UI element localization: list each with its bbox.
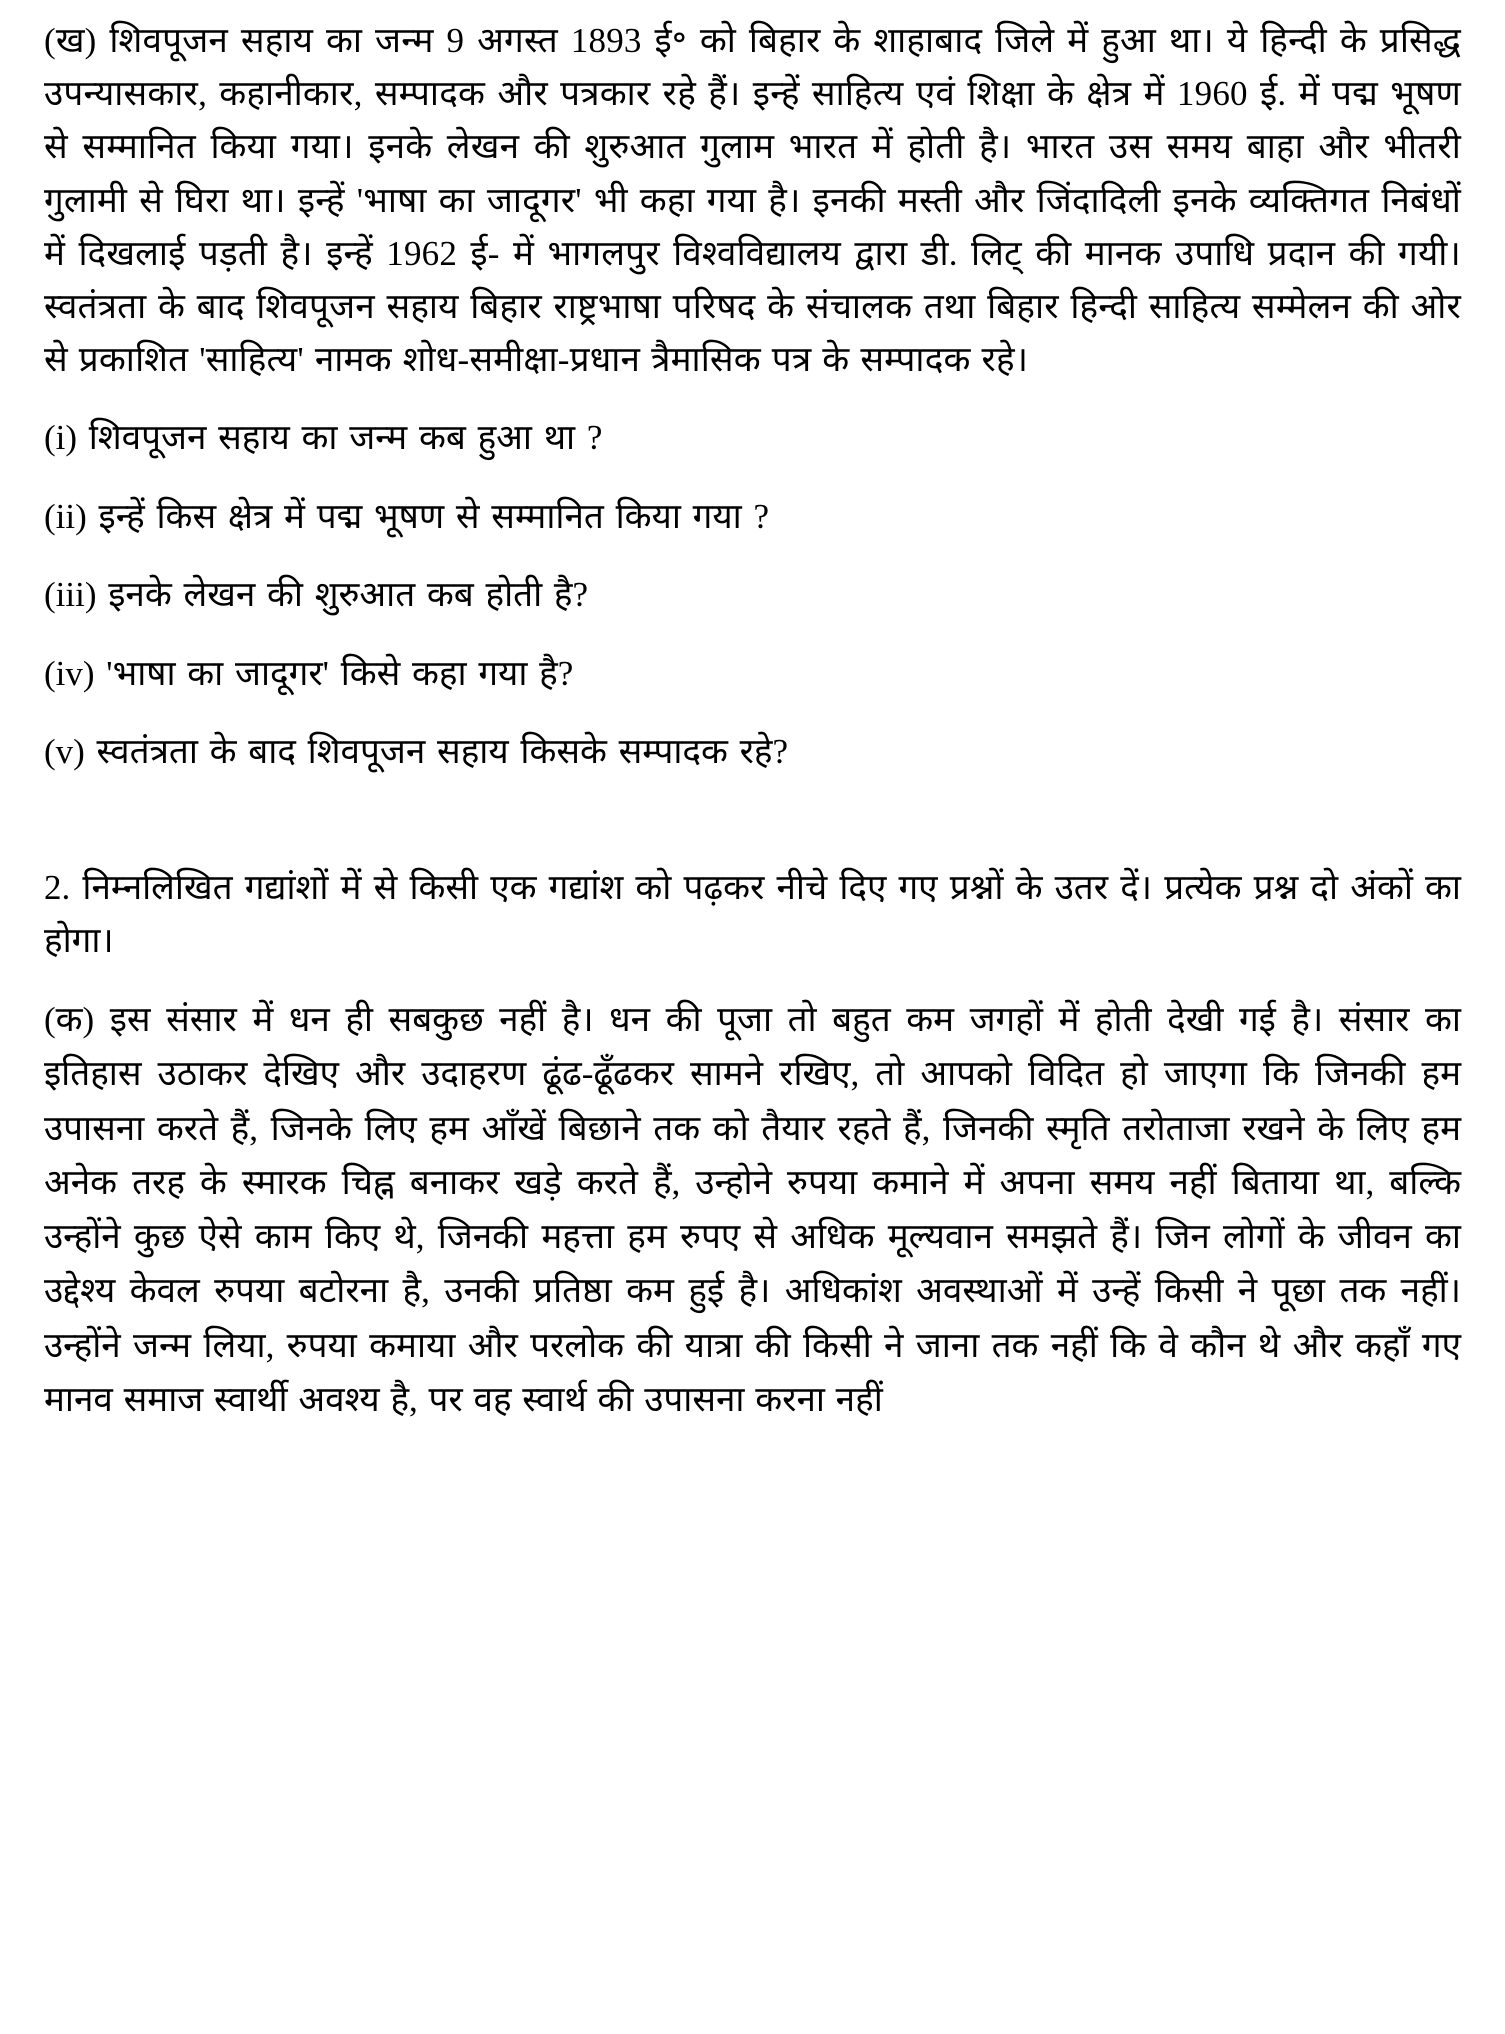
passage-2a-text: (क) इस संसार में धन ही सबकुछ नहीं है। धन की पूजा तो बहुत कम जगहों में होती देखी गई है। संसार का इतिहास उठाकर देखिए और उदाहरण ढूंढ-ढूँढकर सामने रखिए, तो आपको विदित हो जाएगा कि जिनकी हम उपासना करते हैं, जिनके लिए हम आँखें बिछाने तक को तैयार रहते हैं, जिनकी स्मृति तरोताजा रखने के लिए हम अनेक तरह के स्मारक चिह्न बनाकर खड़े करते हैं, उन्होने रुपया कमाने में अपना समय नहीं बिताया था, बल्कि उन्होंने कुछ ऐसे काम किए थे, जिनकी महत्ता हम रुपए से अधिक मूल्यवान समझते हैं। जिन लोगों के जीवन का उद्देश्य केवल रुपया बटोरना है, उनकी प्रतिष्ठा कम हुई है। अधिकांश अवस्थाओं में उन्हें किसी ने पूछा तक नहीं। उन्होंने जन्म लिया, रुपया कमाया और परलोक की यात्रा की किसी ने जाना तक नहीं कि वे कौन थे और कहाँ गए मानव समाज स्वार्थी अवश्य है, पर वह स्वार्थ की उपासना करना नहीं bbox=[44, 1000, 1461, 1419]
question-item-1: (i) शिवपूजन सहाय का जन्म कब हुआ था ? bbox=[44, 418, 603, 458]
question-item-5: (v) स्वतंत्रता के बाद शिवपूजन सहाय किसके सम्पादक रहे? bbox=[44, 732, 789, 772]
question-item-2: (ii) इन्हें किस क्षेत्र में पद्म भूषण से सम्मानित किया गया ? bbox=[44, 496, 770, 536]
section-spacer bbox=[44, 805, 1461, 861]
question-item-4: (iv) 'भाषा का जादूगर' किसे कहा गया है? bbox=[44, 653, 574, 693]
passage-1-text: (ख) शिवपूजन सहाय का जन्म 9 अगस्त 1893 ई॰ को बिहार के शाहाबाद जिले में हुआ था। ये हिन्दी के प्रसिद्ध उपन्यासकार, कहानीकार, सम्पादक और पत्रकार रहे हैं। इन्हें साहित्य एवं शिक्षा के क्षेत्र में 1960 ई. में पद्म भूषण से सम्मानित किया गया। इनके लेखन की शुरुआत गुलाम भारत में होती है। भारत उस समय बाहा और भीतरी गुलामी से घिरा था। इन्हें 'भाषा का जादूगर' भी कहा गया है। इनकी मस्ती और जिंदादिली इनके व्यक्तिगत निबंधों में दिखलाई पड़ती है। इन्हें 1962 ई- में भागलपुर विश्वविद्यालय द्वारा डी. लिट् की मानक उपाधि प्रदान की गयी। स्वतंत्रता के बाद शिवपूजन सहाय बिहार राष्ट्रभाषा परिषद के संचालक तथा बिहार हिन्दी साहित्य सम्मेलन की ओर से प्रकाशित 'साहित्य' नामक शोध-समीक्षा-प्रधान त्रैमासिक पत्र के सम्पादक रहे। bbox=[44, 21, 1461, 380]
section-2-instruction: 2. निम्नलिखित गद्यांशों में से किसी एक गद्यांश को पढ़कर नीचे दिए गए प्रश्नों के उतर दें। प्रत्येक प्रश्न दो अंकों का होगा। bbox=[44, 867, 1461, 960]
question-item-3: (iii) इनके लेखन की शुरुआत कब होती है? bbox=[44, 575, 589, 615]
